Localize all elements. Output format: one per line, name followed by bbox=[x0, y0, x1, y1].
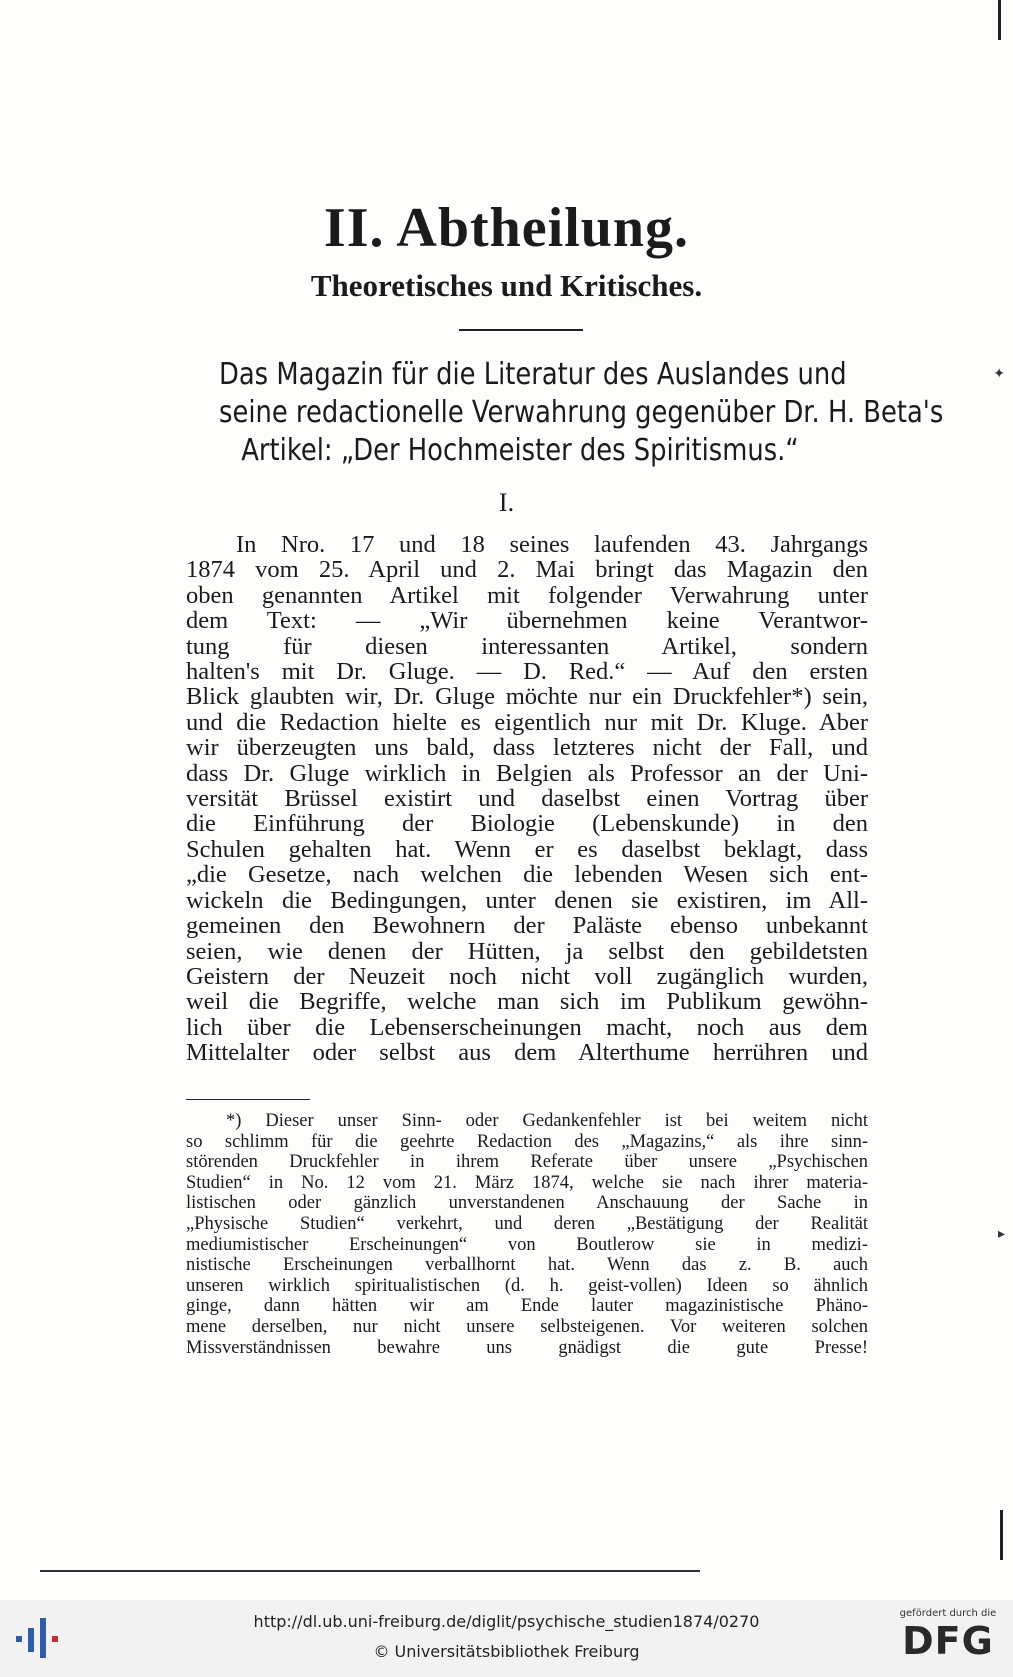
body-line: halten's mit Dr. Gluge. — D. Red.“ — Auf den ersten bbox=[186, 658, 868, 686]
scan-edge-mark: ✦ bbox=[993, 366, 1005, 382]
body-line: Mittelalter oder selbst aus dem Alterthume herrühren und bbox=[186, 1039, 868, 1067]
footnote-line: störenden Druckfehler in ihrem Referate über unsere „Psychischen bbox=[186, 1152, 868, 1173]
scan-edge-mark: ▸ bbox=[997, 1226, 1005, 1242]
footnote-line: mediumistischer Erscheinungen“ von Boutlerow sie in medizi- bbox=[186, 1234, 868, 1255]
document-url[interactable]: http://dl.ub.uni-freiburg.de/diglit/psychische_studien1874/0270 bbox=[253, 1612, 760, 1631]
body-line: und die Redaction hielte es eigentlich nur mit Dr. Kluge. Aber bbox=[186, 708, 868, 736]
body-line: Blick glaubten wir, Dr. Gluge möchte nur ein Druckfehler*) sein, bbox=[186, 683, 868, 711]
footnote-divider bbox=[186, 1099, 310, 1100]
footnote-line: mene derselben, nur nicht unsere selbsteigenen. Vor weiteren solchen bbox=[186, 1316, 868, 1337]
footnote-line: so schlimm für die geehrte Redaction des „Magazins,“ als ihre sinn- bbox=[186, 1131, 868, 1152]
body-text bbox=[186, 532, 868, 1066]
section-title: II. Abtheilung. bbox=[323, 197, 690, 259]
article-title bbox=[219, 356, 944, 470]
dfg-logo: DFG bbox=[902, 1619, 994, 1663]
footnote-line: listischen oder gänzlich unverstandenen Anschauung der Sache in bbox=[186, 1193, 868, 1214]
footnote-line: unseren wirklich spiritualistischen (d. h. geist-vollen) Ideen so ähnlich bbox=[186, 1275, 868, 1296]
body-line: tung für diesen interessanten Artikel, sondern bbox=[186, 632, 868, 660]
body-line: weil die Begriffe, welche man sich im Publikum gewöhn- bbox=[186, 988, 868, 1016]
viewer-footer bbox=[0, 1600, 1013, 1677]
body-line: oben genannten Artikel mit folgender Verwahrung unter bbox=[186, 581, 868, 609]
article-title-line: Artikel: „Der Hochmeister des Spiritismus.“ bbox=[241, 433, 799, 468]
title-divider bbox=[459, 329, 583, 331]
body-line: dass Dr. Gluge wirklich in Belgien als Professor an der Uni- bbox=[186, 759, 868, 787]
article-title-line: seine redactionelle Verwahrung gegenüber Dr. H. Beta's bbox=[219, 395, 944, 430]
footnote-line: Missverständnissen bewahre uns gnädigst die gute Presse! bbox=[186, 1337, 868, 1358]
copyright-notice: © Universitätsbibliothek Freiburg bbox=[373, 1642, 640, 1661]
body-line: gemeinen den Bewohnern der Paläste ebenso unbekannt bbox=[186, 912, 868, 940]
article-title-line: Das Magazin für die Literatur des Auslandes und bbox=[219, 357, 847, 392]
body-line: lich über die Lebenserscheinungen macht, noch aus dem bbox=[186, 1013, 868, 1041]
body-line: Geistern der Neuzeit noch nicht voll zugänglich wurden, bbox=[186, 962, 868, 990]
funding-text: gefördert durch die bbox=[899, 1608, 997, 1619]
body-line: In Nro. 17 und 18 seines laufenden 43. Jahrgangs bbox=[236, 531, 868, 558]
section-subtitle: Theoretisches und Kritisches. bbox=[310, 268, 703, 303]
body-line: wir überzeugten uns bald, dass letzteres nicht der Fall, und bbox=[186, 734, 868, 762]
footnote-line: Studien“ in No. 12 vom 21. März 1874, welche sie nach ihrer materia- bbox=[186, 1172, 868, 1193]
footnote bbox=[186, 1111, 868, 1358]
body-line: Schulen gehalten hat. Wenn er es daselbst beklagt, dass bbox=[186, 835, 868, 863]
body-line: wickeln die Bedingungen, unter denen sie existiren, im All- bbox=[186, 886, 868, 914]
body-line: versität Brüssel existirt und daselbst einen Vortrag über bbox=[186, 785, 868, 813]
body-line: die Einführung der Biologie (Lebenskunde) in den bbox=[186, 810, 868, 838]
footnote-line: *) Dieser unser Sinn- oder Gedankenfehler ist bei weitem nicht bbox=[226, 1111, 868, 1131]
part-numeral: I. bbox=[498, 488, 515, 517]
body-line: dem Text: — „Wir übernehmen keine Verantwor- bbox=[186, 607, 868, 635]
body-line: 1874 vom 25. April und 2. Mai bringt das Magazin den bbox=[186, 556, 868, 584]
footnote-line: nistische Erscheinungen verballhornt hat. Wenn das z. B. auch bbox=[186, 1255, 868, 1276]
dfg-funding-badge bbox=[893, 1608, 1003, 1670]
footnote-line: „Physische Studien“ verkehrt, und deren „Bestätigung der Realität bbox=[186, 1213, 868, 1234]
body-line: seien, wie denen der Hütten, ja selbst den gebildetsten bbox=[186, 937, 868, 965]
footnote-line: ginge, dann hätten wir am Ende lauter magazinistische Phäno- bbox=[186, 1296, 868, 1317]
scan-edge-mark bbox=[998, 0, 1001, 40]
body-line: „die Gesetze, nach welchen die lebenden Wesen sich ent- bbox=[186, 861, 868, 889]
scan-edge-mark bbox=[1000, 1510, 1003, 1560]
page-bottom-rule bbox=[40, 1570, 700, 1572]
